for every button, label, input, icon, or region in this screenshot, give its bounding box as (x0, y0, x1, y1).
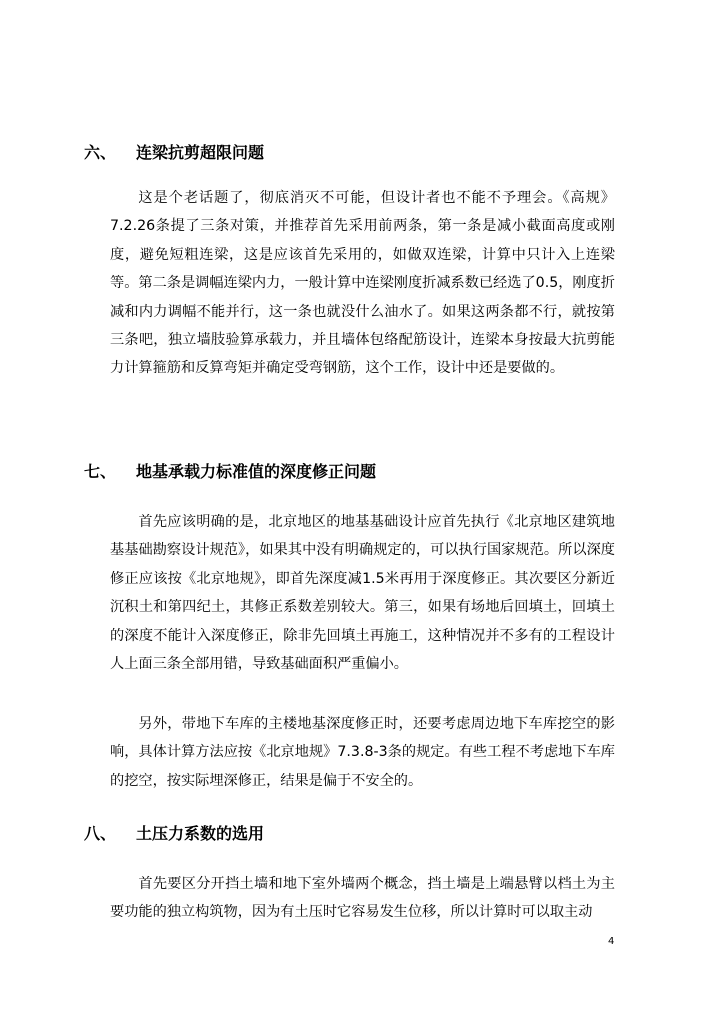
section-title: 地基承载力标准值的深度修正问题 (136, 462, 377, 481)
section-heading-8 (84, 822, 264, 846)
section-8-paragraph-1: 首先要区分开挡土墙和地下室外墙两个概念，挡土墙是上端悬臂以档土为主要功能的独立构筑物，因为有土压时它容易发生位移，所以计算时可以取主动 (110, 876, 615, 921)
section-number: 六、 (84, 143, 117, 162)
page-number: 4 (608, 936, 615, 947)
section-7-paragraph-1: 首先应该明确的是，北京地区的地基基础设计应首先执行《北京地区建筑地基基础勘察设计规范》，如果其中没有明确规定的，可以执行国家规范。所以深度修正应该按《北京地规》，即首先深度减1.5米再用于深度修正。其次要区分新近沉积土和第四纪土，其修正系数差别较大。第三，如果有场地后回填土，回填土的深度不能计入深度修正，除非先回填土再施工，这种情况并不多有的工程设计人上面三条全部用错，导致基础面积严重偏小。 (110, 514, 615, 673)
section-title: 土压力系数的选用 (136, 824, 265, 843)
section-6-paragraph-1: 这是个老话题了，彻底消灭不可能，但设计者也不能不予理会。《高规》7.2.26条提了三条对策，并推荐首先采用前两条，第一条是减小截面高度或刚度，避免短粗连梁，这是应该首先采用的，如做双连梁，计算中只计入上连梁等。第二条是调幅连梁内力，一般计算中连梁刚度折减系数已经选了0.5，刚度折减和内力调幅不能并行，这一条也就没什么油水了。如果这两条都不行，就按第三条吧，独立墙肢验算承载力，并且墙体包络配筋设计，连梁本身按最大抗剪能力计算箍筋和反算弯矩并确定受弯钢筋，这个工作，设计中还是要做的。 (110, 190, 615, 377)
section-title: 连梁抗剪超限问题 (136, 143, 265, 162)
section-number: 八、 (84, 824, 117, 843)
section-number: 七、 (84, 462, 117, 481)
section-heading-7 (84, 460, 376, 484)
section-7-paragraph-2: 另外，带地下车库的主楼地基深度修正时，还要考虑周边地下车库挖空的影响，具体计算方法应按《北京地规》7.3.8-3条的规定。有些工程不考虑地下车库的挖空，按实际埋深修正，结果是偏于不安全的。 (110, 716, 615, 789)
section-heading-6 (84, 141, 264, 165)
